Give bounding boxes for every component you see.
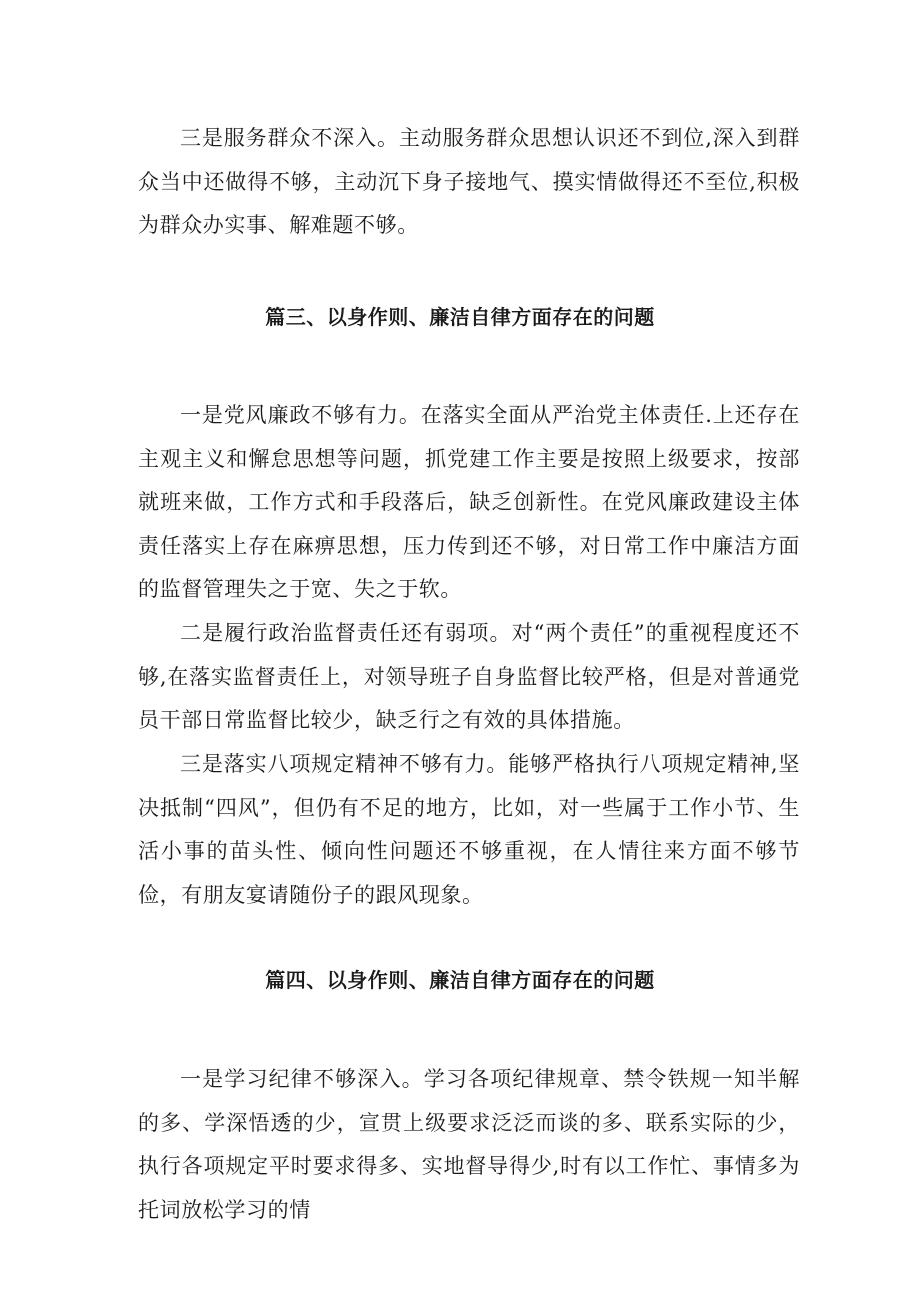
paragraph-eight-rules: 三是落实八项规定精神不够有力。能够严格执行八项规定精神,坚决抵制“四风”，但仍有不足的地方，比如，对一些属于工作小节、生活小事的苗头性、倾向性问题还不够重视，在人情往来方面不够节俭，有朋友宴请随份子的跟风现象。	[138, 752, 800, 907]
section-four-heading: 篇四、以身作则、廉洁自律方面存在的问题	[265, 968, 655, 992]
paragraph-political-supervision: 二是履行政治监督责任还有弱项。对“两个责任”的重视程度还不够,在落实监督责任上，对领导班子自身监督比较严格，但是对普通党员干部日常监督比较少，缺乏行之有效的具体措施。	[138, 621, 800, 732]
paragraph-service-masses: 三是服务群众不深入。主动服务群众思想认识还不到位,深入到群众当中还做得不够，主动沉下身子接地气、摸实情做得还不至位,积极为群众办实事、解难题不够。	[138, 126, 800, 237]
section-three-heading: 篇三、以身作则、廉洁自律方面存在的问题	[265, 305, 655, 329]
paragraph-discipline-study: 一是学习纪律不够深入。学习各项纪律规章、禁令铁规一知半解的多、学深悟透的少，宣贯上级要求泛泛而谈的多、联系实际的少，执行各项规定平时要求得多、实地督导得少,时有以工作忙、事情多为托词放松学习的情	[138, 1067, 800, 1222]
paragraph-party-integrity: 一是党风廉政不够有力。在落实全面从严治党主体责任.上还存在主观主义和懈怠思想等问题，抓党建工作主要是按照上级要求，按部就班来做，工作方式和手段落后，缺乏创新性。在党风廉政建设主体责任落实上存在麻痹思想，压力传到还不够，对日常工作中廉洁方面的监督管理失之于宽、失之于软。	[138, 403, 800, 601]
